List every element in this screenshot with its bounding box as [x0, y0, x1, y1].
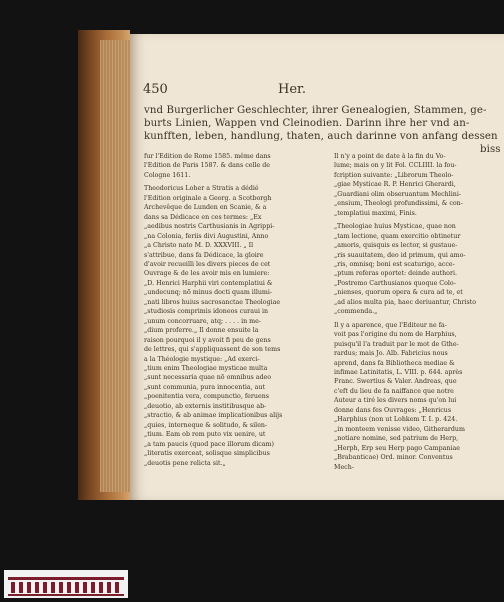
text-line: „tam lectione, quam exercitio obtinetur [334, 232, 461, 240]
text-line: „amoris, quisquis es lector, si gustaue- [334, 242, 458, 250]
text-line: Cologne 1611. [144, 171, 191, 179]
text-line: „dium proferre.„ Il donne ensuite la [144, 327, 259, 335]
text-line: „Harphius (non ut Lohkem T. I. p. 424. [334, 416, 458, 424]
text-line: rardus; mais Jo. Alb. Fabricius nous [334, 350, 448, 358]
text-line: raison pourquoi il y avoit fi peu de gens [144, 336, 271, 344]
text-line: „unum concorruare, atq; . . . . in me- [144, 317, 262, 325]
text-line: „deuotio, ab externis institibusque ab- [144, 402, 267, 410]
text-line: l'Edition originale a Georg. a Scotborgh [144, 194, 272, 202]
text-line: „tium. Eam ob rem puto vix uenire, ut [144, 431, 266, 439]
text-line: „templatiui maximi, Finis. [334, 209, 417, 217]
text-line: „nati libros huius sacrosanctae Theologiae [144, 298, 281, 306]
text-line: donne dans fes Ouvrages: „Henricus [334, 406, 452, 414]
logo-pillar [27, 582, 31, 593]
text-line: „studiosis comprimis idoneos curaui in [144, 308, 269, 316]
text-line: „deuotis pene relicta sit.„ [144, 459, 226, 467]
logo-pillar [51, 582, 55, 593]
logo-pillar [43, 582, 47, 593]
text-line: „tium enim Theologiae mysticae multa [144, 364, 268, 372]
text-line: Franc. Swertius & Valer. Andreas, que [334, 378, 457, 386]
text-line: Mech- [334, 463, 354, 471]
running-head: Her. [278, 82, 306, 97]
logo-pillar [19, 582, 23, 593]
left-column [144, 152, 322, 468]
heading-line: burts Linien, Wappen vnd Cleinodien. Darinn ihre her vnd an- [144, 118, 470, 129]
text-line: s'attribue, dans fa Dédicace, la gloire [144, 251, 264, 259]
text-line: „commenda.„ [334, 308, 378, 316]
text-line: Il y a aparence, que l'Editeur ne fa- [334, 321, 447, 329]
text-line: „Brabanticae) Ord. minor. Conventus [334, 454, 453, 462]
logo-pillar [75, 582, 79, 593]
text-line: l'Edition de Paris 1587. & dans celle de [144, 162, 270, 170]
text-line: „Herph, Erp seu Herp pago Campaniae [334, 444, 460, 452]
text-line: „Theologiae huius Mysticae, quae non [334, 223, 456, 231]
text-line: „D. Henrici Harphii viri contemplatiui & [144, 279, 273, 287]
text-line: dans sa Dédicace en ces termes: „Ex [144, 213, 262, 221]
logo-pillar [59, 582, 63, 593]
text-line: „nienses, quorum opera & cura ad te, et [334, 289, 463, 297]
text-line: fur l'Edition de Rome 1585. même dans [144, 153, 271, 160]
text-line: voit pas l'origine du nom de Harphius, [334, 331, 457, 339]
heading-line: biss [480, 144, 501, 155]
text-line: „ptum referas oportet: deinde authori. [334, 270, 457, 278]
text-line: „a tam paucis (quod pace illorum dicam) [144, 440, 274, 448]
text-line: „a Christo nato M. D. XXXVIII. „ Il [144, 242, 254, 250]
text-line: „ris, omnisq; boni est scaturigo, acce- [334, 260, 455, 268]
text-line: „literatis exerceat, solisque simplicibus [144, 450, 270, 458]
text-line: „undecunq; nõ minus docti quam illumi- [144, 289, 273, 297]
text-line: de lettres, qui s'appliquassent de son tems [144, 346, 281, 354]
logo-pillar [115, 582, 119, 593]
text-line: puisqu'il l'a traduit par le mot de Gthe- [334, 340, 459, 348]
text-line: „giae Mysticae R. P. Henrici Gherardi, [334, 181, 456, 189]
library-building-logo [4, 570, 128, 598]
logo-pillar [99, 582, 103, 593]
logo-pillar [83, 582, 87, 593]
text-line: „ris suauitatem, deo id primum, qui amo- [334, 251, 466, 259]
text-line: „notiare nomine, sed patrium de Herp, [334, 435, 459, 443]
right-column [334, 152, 500, 472]
text-line: Il n'y a point de date à la fin du Vo- [334, 153, 446, 160]
text-line: „in monteem venisse video, Githerardum [334, 425, 465, 433]
text-line: aprend, dans fa Bibliotheca mediae & [334, 359, 455, 367]
logo-pillar [91, 582, 95, 593]
text-line: infimae Latinitatis, L. VIII. p. 644. après [334, 368, 463, 376]
text-line: „aedibus nostris Carthusianis in Agrippi- [144, 223, 275, 231]
text-line: Ouvrage & de les avoir mis en lumiere: [144, 270, 270, 278]
heading-line: vnd Burgerlicher Geschlechter, ihrer Genealogien, Stammen, ge- [144, 105, 487, 116]
logo-pillar [35, 582, 39, 593]
text-line: fcription suivante: „Librorum Theolo- [334, 171, 454, 179]
text-line: lume; mais on y lit Fol. CCLIIII. la fou- [334, 162, 457, 170]
text-line: „poenitentia vera, compunctio, feruens [144, 393, 269, 401]
text-line: „ad alios multa pia, haec deriuantur, Christo [334, 298, 477, 306]
text-line: „Postremo Carthusianos quoque Colo- [334, 279, 456, 287]
text-line: c'eft du lieu de fa naiffance que notre [334, 387, 454, 395]
text-line: Theodoricus Loher a Stratis a dédié [144, 185, 259, 193]
logo-pillar [107, 582, 111, 593]
text-line: „stractio, & ab animae implicationibus alijs [144, 412, 283, 420]
text-line: d'avoir recueilli les divers pieces de cet [144, 260, 271, 268]
text-line: „ensium, Theologi profundissimi, & con- [334, 200, 463, 208]
text-line: „na Colonia, feriis divi Augustini, Anno [144, 232, 269, 240]
text-line: „sunt communia, pura innocentia, aut [144, 383, 265, 391]
text-line: „quies, interneque & solitudo, & silen- [144, 421, 268, 429]
heading-line: kunfften, leben, handlung, thaten, auch darinne von anfang dessen [144, 131, 498, 142]
book-page [130, 34, 504, 500]
page-number: 450 [143, 82, 168, 97]
logo-pillar [67, 582, 71, 593]
logo-pillar [11, 582, 15, 593]
text-line: „sunt necessaria quae nõ omnibus adeo [144, 374, 272, 382]
text-line: Archevêque de Lunden en Scanie, & a [144, 204, 267, 212]
text-line: a la Théologie mystique: „Ad exerci- [144, 355, 260, 363]
text-line: „Guardiani olim obseruantum Mechlini- [334, 190, 461, 198]
text-line: Auteur a tiré les divers noms qu'on lui [334, 397, 457, 405]
